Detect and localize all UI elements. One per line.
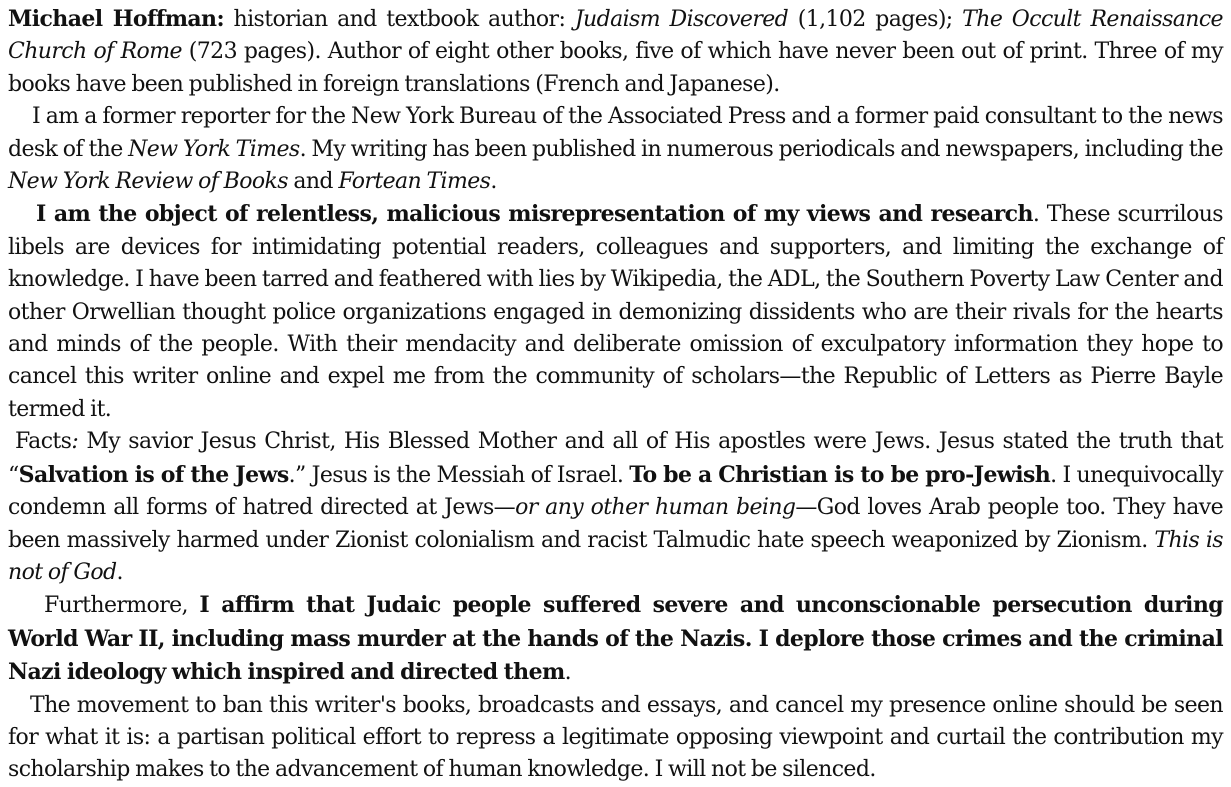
text-run: Furthermore,	[44, 593, 200, 619]
text-run: . These scurrilous libels are devices for intimidating potential readers, colleagues and supporters, and limiting the exchange of knowledge. I have been tarred and feathered with lies by Wikipedia, the ADL, the Southern Poverty Law Center and other Orwellian thought police organizations engaged in demonizing dissidents who are their rivals for the hearts and minds of the people. With their mendacity and deliberate omission of exculpatory information they hope to cancel this writer online and expel me from the community of scholars—the Republic of Letters as Pierre Bayle termed it.	[8, 202, 1223, 422]
text-run: The movement to ban this writer's books, broadcasts and essays, and cancel my presence online should be seen for what it is: a partisan political effort to repress a legitimate opposing viewpoint and curtail the contribution my scholarship makes to the advancement of human knowledge. I will not be silenced.	[8, 692, 1223, 783]
text-run: and	[287, 169, 339, 195]
bold-text-run: I am the object of relentless, malicious misrepresentation of my views and research	[36, 201, 1033, 228]
text-run: —God loves Arab people too. They have been massively harmed under Zionist colonialism and racist Talmudic hate speech weaponized by Zionism.	[8, 495, 1224, 553]
text-run: Facts	[15, 429, 72, 455]
bold-text-run: I affirm that Judaic people suffered severe and unconscionable persecution during World War II, including mass murder at the hands of the Nazis. I deplore those crimes and the criminal Nazi ideology which inspired and directed them	[8, 592, 1223, 686]
paragraph-affirmation	[8, 589, 1223, 689]
italic-text-run: New York Times	[128, 136, 300, 162]
italic-text-run: This is not of God	[8, 527, 1223, 585]
text-run: .	[564, 660, 572, 686]
italic-text-run: The Occult Renaissance Church of Rome	[8, 7, 1223, 65]
text-run: (723 pages). Author of eight other books, five of which have never been out of print. Three of my books have been published in foreign translations (French and Japanese).	[8, 39, 1224, 97]
paragraph-reporter-background	[8, 101, 1223, 198]
italic-text-run: Fortean Times	[338, 169, 491, 195]
italic-text-run: or any other human being	[515, 495, 796, 521]
text-run: . My writing has been published in numerous periodicals and newspapers, including the	[299, 136, 1223, 162]
text-run: .” Jesus is the Messiah of Israel.	[288, 462, 630, 488]
text-run: My savior Jesus Christ, His Blessed Mother and all of His apostles were Jews. Jesus stated the truth that “	[8, 429, 1223, 488]
bold-text-run: Michael Hoffman:	[8, 6, 224, 32]
paragraph-facts	[8, 426, 1223, 589]
text-run: I am a former reporter for the New York Bureau of the Associated Press and a former paid consultant to the news desk of the	[8, 104, 1223, 162]
italic-text-run: New York Review of Books	[8, 169, 288, 195]
paragraph-closing-statement	[8, 690, 1223, 787]
bold-text-run: Salvation is of the Jews	[18, 461, 289, 488]
text-run: (1,102 pages);	[788, 7, 963, 32]
text-run: .	[116, 559, 123, 585]
text-run: . I unequivocally condemn all forms of hatred directed at Jews—	[8, 462, 1224, 521]
text-run: .	[490, 169, 497, 195]
paragraph-misrepresentation	[8, 198, 1223, 426]
bold-text-run: To be a Christian is to be pro-Jewish	[629, 461, 1051, 488]
paragraph-author-bio	[8, 3, 1223, 101]
text-run: historian and textbook author:	[223, 7, 575, 32]
italic-text-run: Judaism Discovered	[574, 7, 789, 32]
italic-text-run: :	[71, 429, 79, 455]
